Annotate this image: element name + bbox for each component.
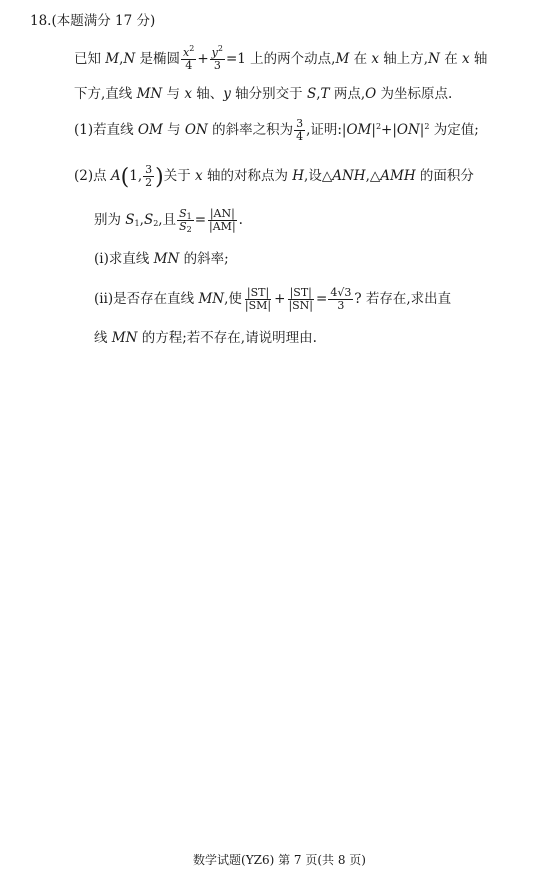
page-footer: 数学试题(YZ6) 第 7 页(共 8 页) (193, 853, 366, 867)
part-1-question: (1)若直线 OM 与 ON 的斜率之积为 $\frac{3}{4}$ ,证明$:|OM|^2+|ON|^2$ 为定值; (74, 117, 479, 143)
length-ratio-fraction: $\frac{|AN|}{|AM|}$ (209, 207, 236, 233)
area-ratio-fraction: $\frac{S_1}{S_2}$ (179, 207, 192, 234)
problem-statement-line-2: 下方,直线 MN 与 x 轴、y 轴分别交于 S,T 两点,O 为坐标原点. (74, 86, 453, 102)
st-sn-fraction: $\frac{|ST|}{|SN|}$ (288, 286, 314, 312)
ellipse-y-fraction: $\frac{y^2}{3}$ (211, 44, 223, 72)
ellipse-x-fraction: $\frac{x^2}{4}$ (183, 44, 195, 72)
sub-question-ii-cont: 线 MN 的方程;若不存在,请说明理由. (94, 330, 317, 346)
slope-product-fraction: $\frac{3}{4}$ (296, 117, 304, 143)
part-2-question-cont: 别为 $S_1,S_2$,且 $\frac{S_1}{S_2}$ = $\frac{|AN|}{|AM|}$ . (94, 207, 243, 234)
problem-header: 18.(本题满分 17 分) (30, 13, 156, 29)
part-2-question: (2)点 A(1, $\frac{3}{2}$ )关于 x 轴的对称点为 H,设△ANH,△AMH 的面积分 (74, 163, 474, 190)
point-a-y-fraction: $\frac{3}{2}$ (145, 163, 153, 189)
sub-question-ii: (ⅱ)是否存在直线 MN,使 $\frac{|ST|}{|SM|}$ + $\frac{|ST|}{|SN|}$ = $\frac{4√3}{3}$ ? 若存在,求出直 (94, 286, 452, 312)
st-sm-fraction: $\frac{|ST|}{|SM|}$ (244, 286, 272, 312)
sub-question-i: (ⅰ)求直线 MN 的斜率; (94, 251, 229, 267)
problem-statement-line-1: 已知 M,N 是椭圆 $\frac{x^2}{4}$ + $\frac{y^2}{3}$ =1 上的两个动点,M 在 x 轴上方,N 在 x 轴 (74, 44, 488, 72)
result-fraction: $\frac{4√3}{3}$ (330, 286, 352, 312)
